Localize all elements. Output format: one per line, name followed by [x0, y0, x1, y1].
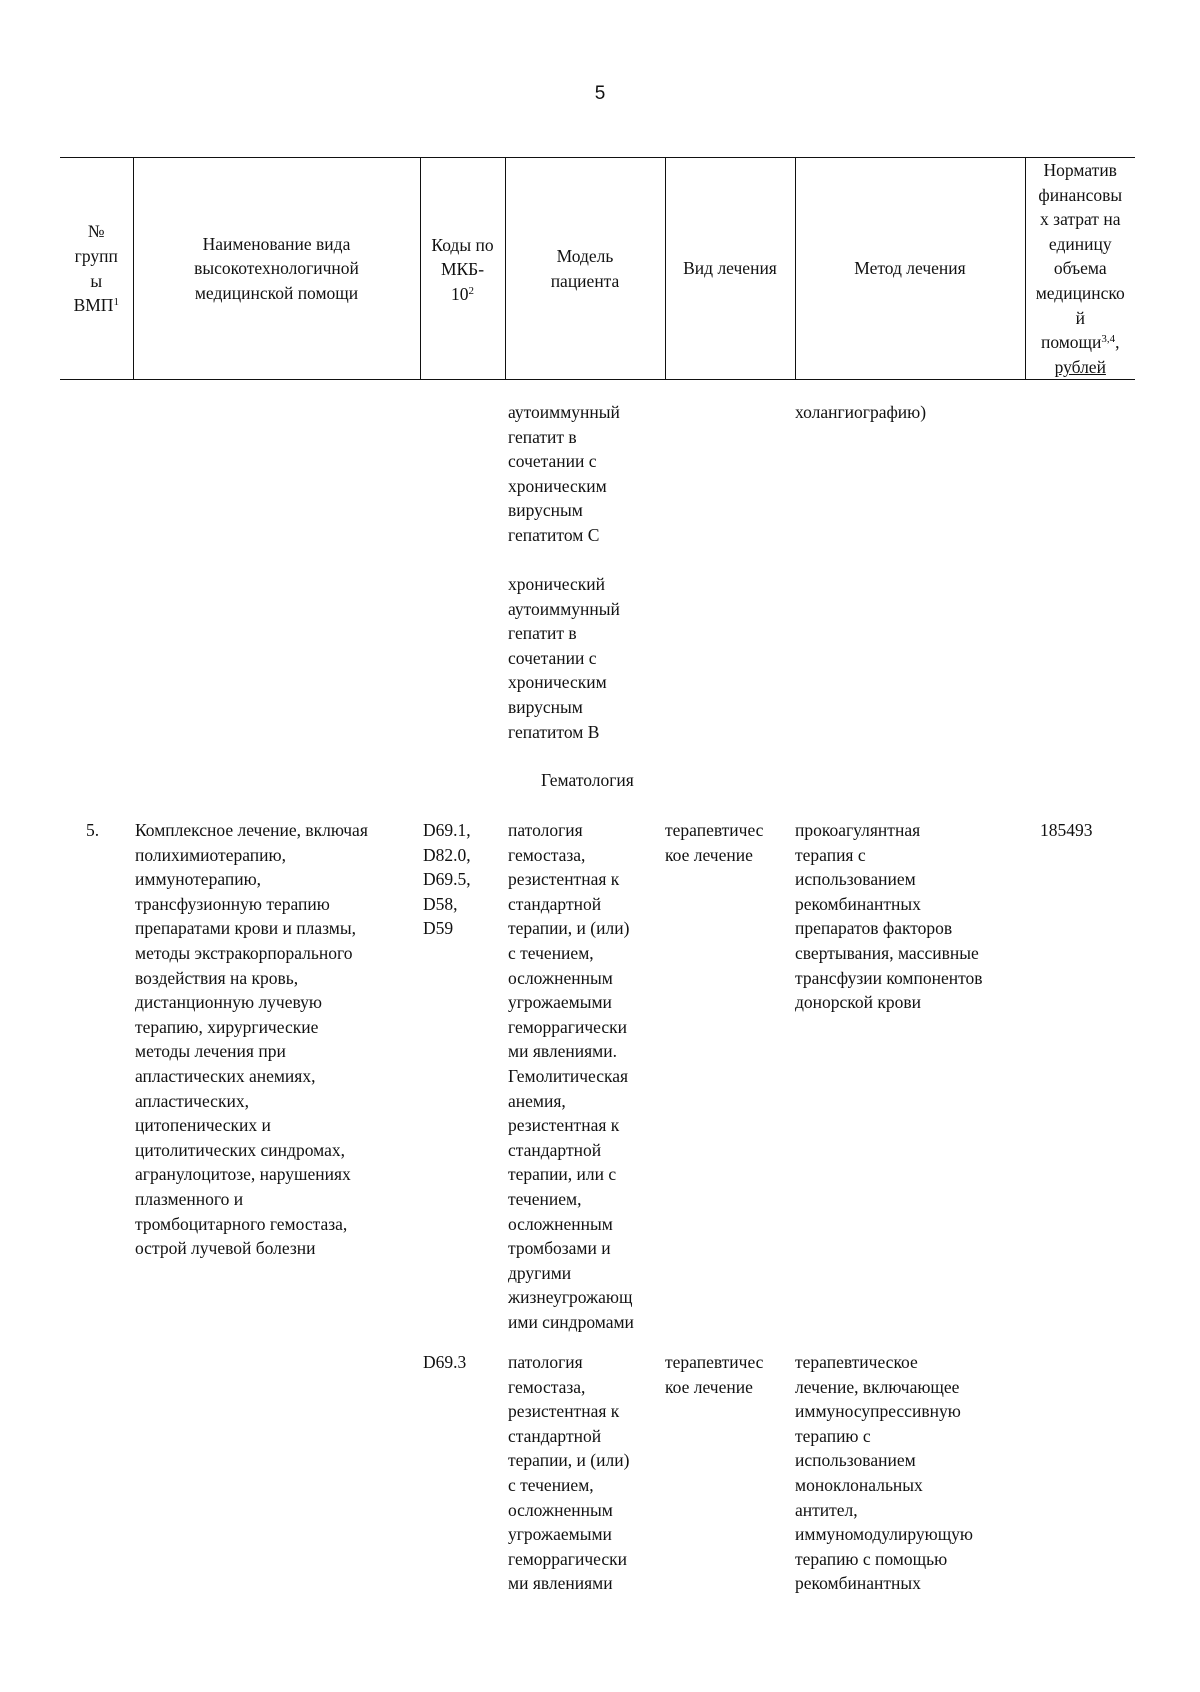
- row-method: прокоагулянтная терапия с использованием рекомбинантных препаратов факторов свертывания, массивные трансфузии компонентов донорской крови: [795, 820, 983, 1013]
- header-codes: Коды по МКБ- $10^2$: [420, 158, 505, 380]
- row-codes-2: D69.3: [423, 1352, 467, 1372]
- header-method: Метод лечения: [795, 158, 1025, 380]
- section-title: Гематология: [541, 770, 634, 790]
- row-number: 5.: [86, 820, 100, 840]
- row-treatment-type-2: терапевтичес кое лечение: [665, 1352, 764, 1397]
- header-name: Наименование вида высокотехнологичной медицинской помощи: [133, 158, 420, 380]
- header-group-no: № групп ы ВМП$^1$: [60, 158, 133, 380]
- row-codes: D69.1, D82.0, D69.5, D58, D59: [423, 820, 471, 939]
- table-header: [60, 157, 1135, 380]
- row-name: Комплексное лечение, включая полихимиотерапию, иммунотерапию, трансфузионную терапию препаратами крови и плазмы, методы экстракорпорального воздействия на кровь, дистанционную лучевую терапию, хирургические методы лечения при апластических анемиях, апластических, цитопенических и цитолитических синдромах, агранулоцитозе, нарушениях плазменного и тромбоцитарного гемостаза, острой лучевой болезни: [135, 820, 368, 1259]
- row-model: патология гемостаза, резистентная к стандартной терапии, и (или) с течением, осложненным угрожаемыми геморрагически ми явлениями. Гемолитическая анемия, резистентная к стандартной терапии, или с течением, осложненным тромбозами и другими жизнеугрожающ ими синдромами: [508, 820, 634, 1332]
- continuation-method: холангиографию): [795, 402, 927, 422]
- header-type: Вид лечения: [665, 158, 795, 380]
- row-treatment-type: терапевтичес кое лечение: [665, 820, 764, 865]
- continuation-model-a: аутоиммунный гепатит в сочетании с хроническим вирусным гепатитом С: [508, 402, 620, 545]
- row-model-2: патология гемостаза, резистентная к стандартной терапии, и (или) с течением, осложненным угрожаемыми геморрагически ми явлениями: [508, 1352, 630, 1594]
- header-cost: Норматив финансовы х затрат на единицу объема медицинско й помощи$^{3,4}$, рублей: [1025, 158, 1135, 380]
- page-number: 5: [594, 83, 606, 104]
- header-model: Модель пациента: [505, 158, 665, 380]
- row-method-2: терапевтическое лечение, включающее иммуносупрессивную терапию с использованием моноклональных антител, иммуномодулирующую терапию с помощью рекомбинантных: [795, 1352, 973, 1594]
- continuation-model-b: хронический аутоиммунный гепатит в сочетании с хроническим вирусным гепатитом В: [508, 574, 620, 742]
- row-cost: 185493: [1040, 820, 1093, 840]
